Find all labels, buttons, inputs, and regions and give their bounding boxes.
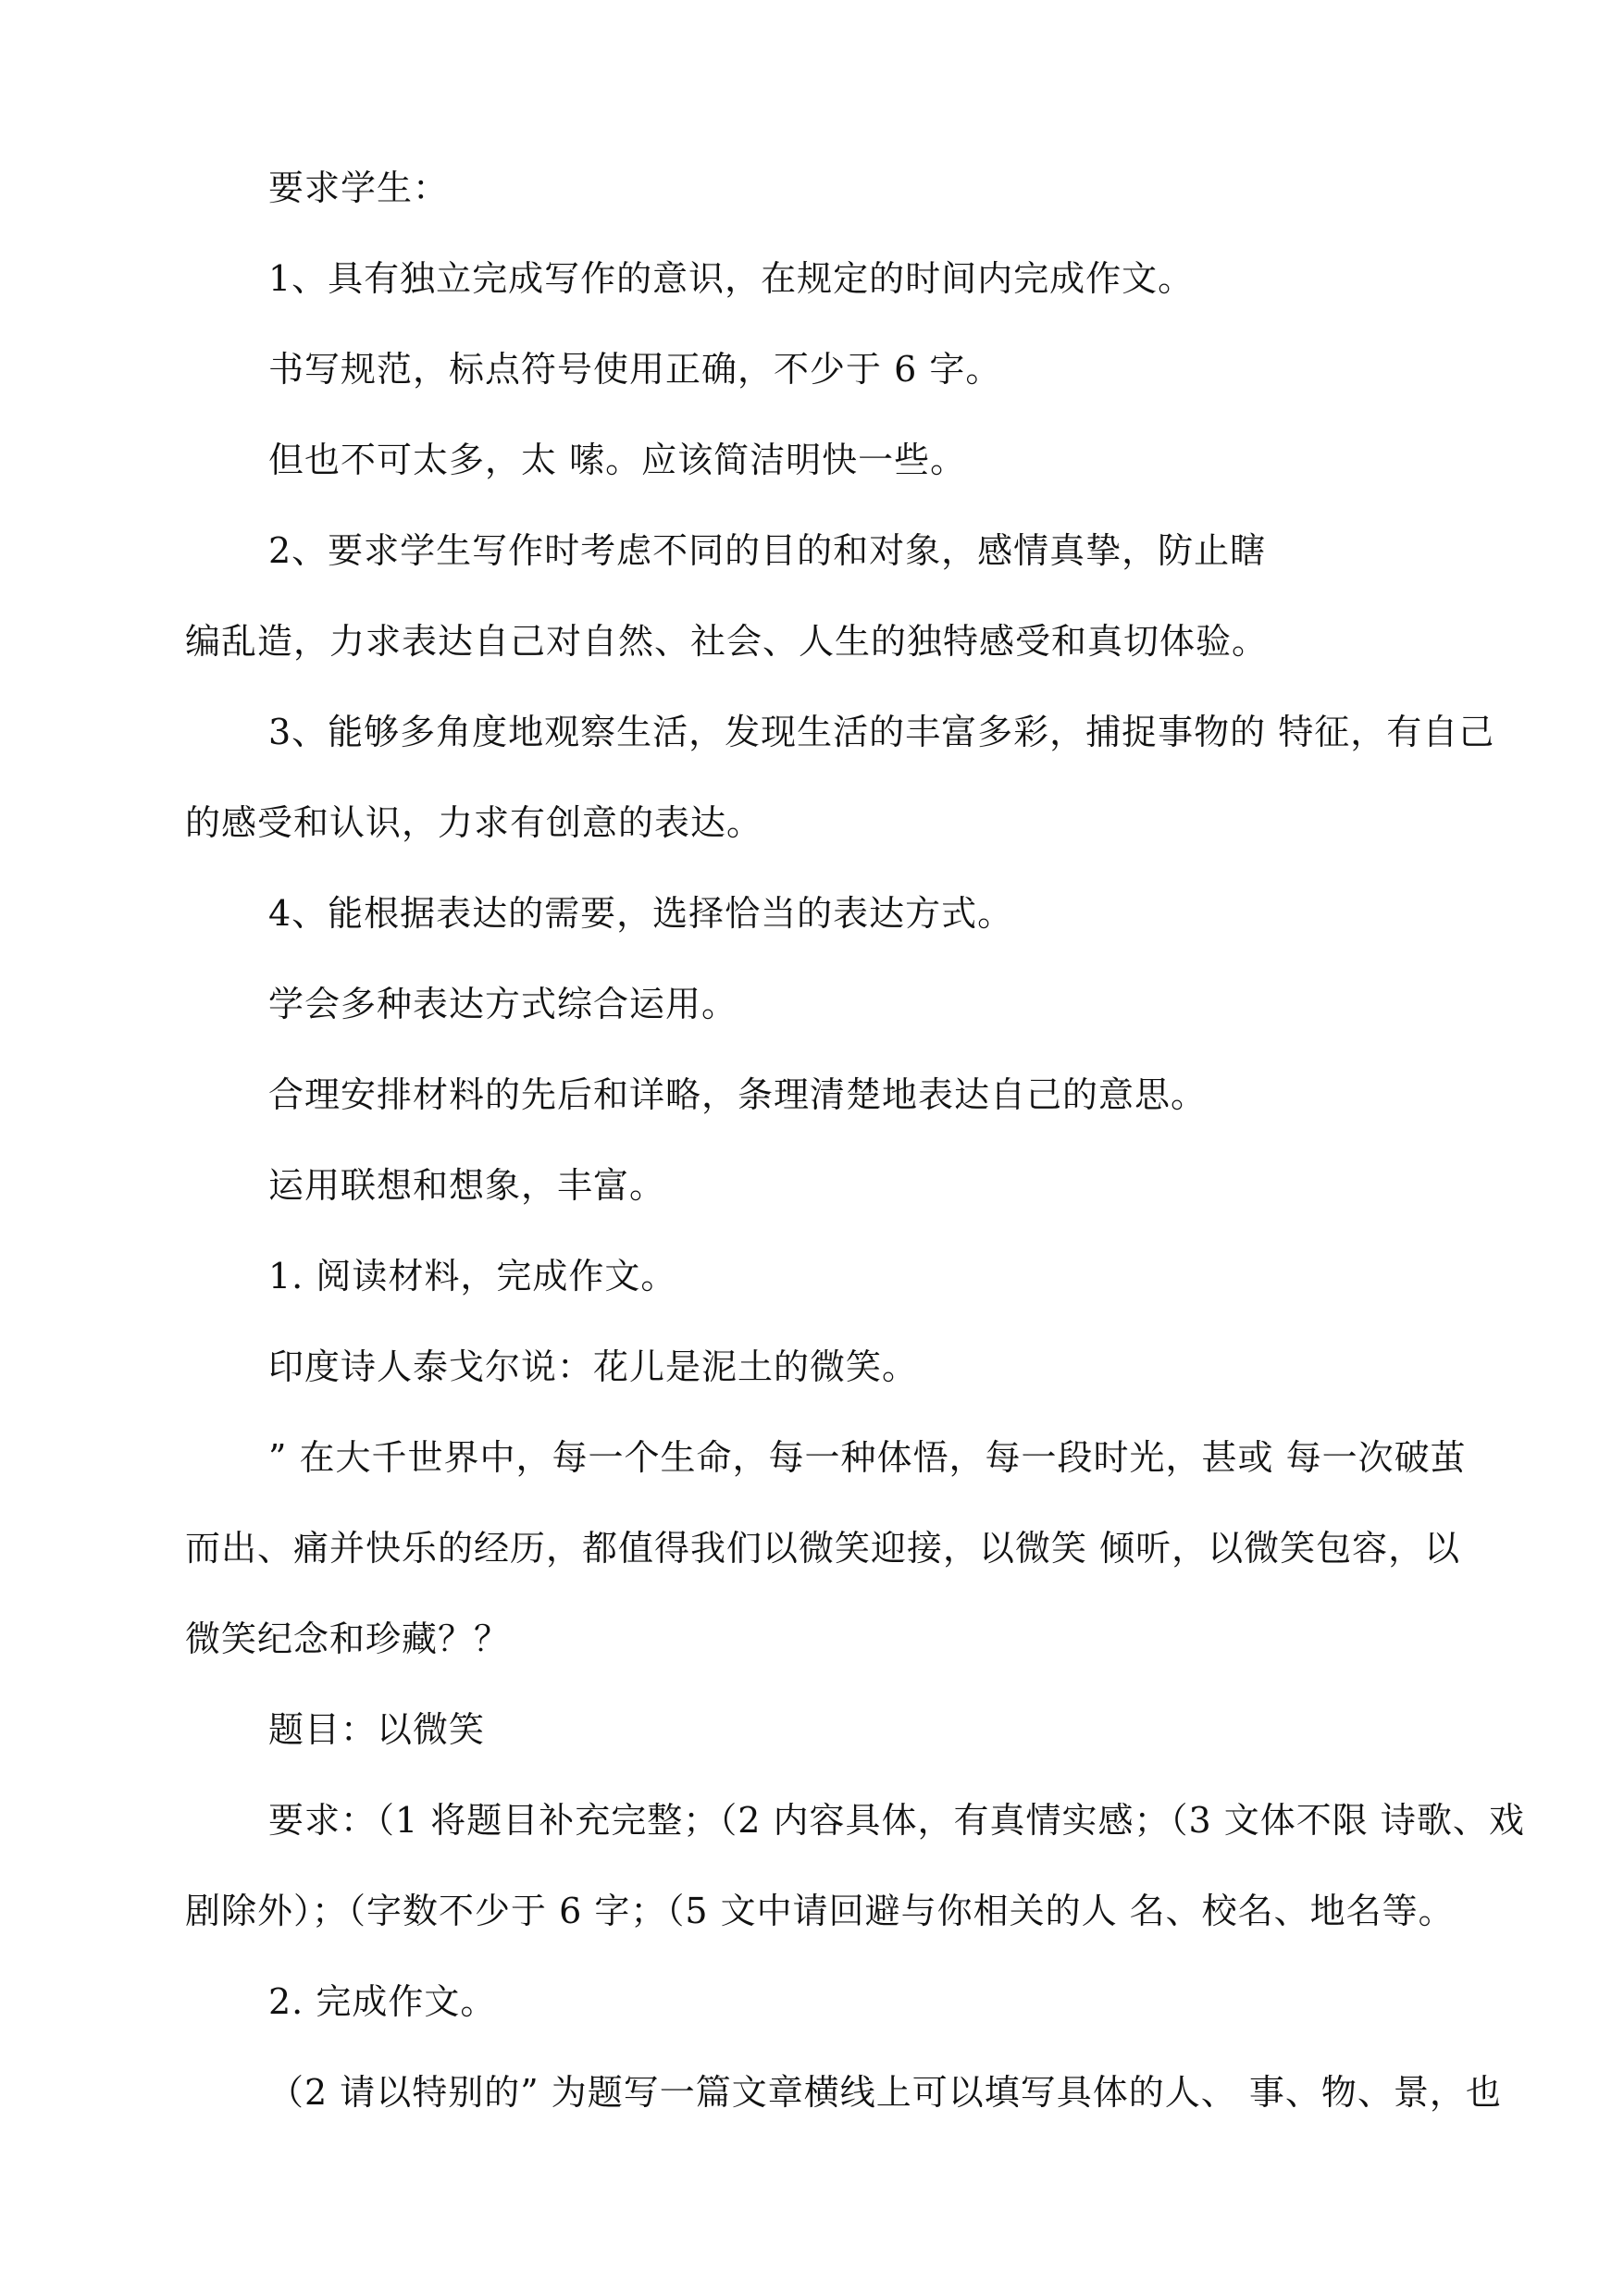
text-line-22: （2 请以特别的” 为题写一篇文章横线上可以填写具体的人、 事、物、景，也 bbox=[268, 2072, 1502, 2113]
text-line-9: 4、能根据表达的需要，选择恰当的表达方式。 bbox=[268, 893, 1014, 934]
text-line-7: 3、能够多角度地观察生活，发现生活的丰富多彩，捕捉事物的 特征，有自己 bbox=[268, 712, 1495, 752]
text-line-12: 运用联想和想象，丰富。 bbox=[268, 1165, 666, 1206]
text-line-3: 书写规范，标点符号使用正确，不少于 6 字。 bbox=[268, 349, 1002, 390]
text-line-5: 2、要求学生写作时考虑不同的目的和对象，感情真挚，防止瞎 bbox=[268, 530, 1267, 571]
text-line-21: 2. 完成作文。 bbox=[268, 1981, 497, 2022]
text-line-10: 学会多种表达方式综合运用。 bbox=[268, 984, 738, 1024]
text-line-11: 合理安排材料的先后和详略，条理清楚地表达自己的意思。 bbox=[268, 1074, 1208, 1115]
text-line-18: 题目：以微笑 bbox=[268, 1709, 486, 1750]
text-line-19: 要求：（1 将题目补充完整；（2 内容具体，有真情实感；（3 文体不限 诗歌、戏 bbox=[268, 1800, 1525, 1841]
text-line-16: 而出、痛并快乐的经历，都值得我们以微笑迎接，以微笑 倾听，以微笑包容，以 bbox=[185, 1528, 1461, 1569]
text-line-2: 1、具有独立完成写作的意识，在规定的时间内完成作文。 bbox=[268, 258, 1195, 299]
text-line-20: 剧除外）；（字数不少于 6 字；（5 文中请回避与你相关的人 名、校名、地名等。 bbox=[185, 1891, 1455, 1931]
text-line-14: 印度诗人泰戈尔说：花儿是泥土的微笑。 bbox=[268, 1346, 919, 1387]
text-line-1: 要求学生： bbox=[268, 167, 450, 208]
text-line-15: ” 在大千世界中，每一个生命，每一种体悟，每一段时光，甚或 每一次破茧 bbox=[268, 1437, 1467, 1478]
text-line-13: 1. 阅读材料，完成作文。 bbox=[268, 1256, 677, 1296]
text-line-8: 的感受和认识，力求有创意的表达。 bbox=[185, 802, 763, 843]
text-line-6: 编乱造，力求表达自己对自然、社会、人生的独特感受和真切体验。 bbox=[185, 621, 1269, 662]
text-line-4: 但也不可太多，太 嗦。应该简洁明快一些。 bbox=[268, 440, 967, 480]
text-line-17: 微笑纪念和珍藏？？ bbox=[185, 1619, 511, 1659]
